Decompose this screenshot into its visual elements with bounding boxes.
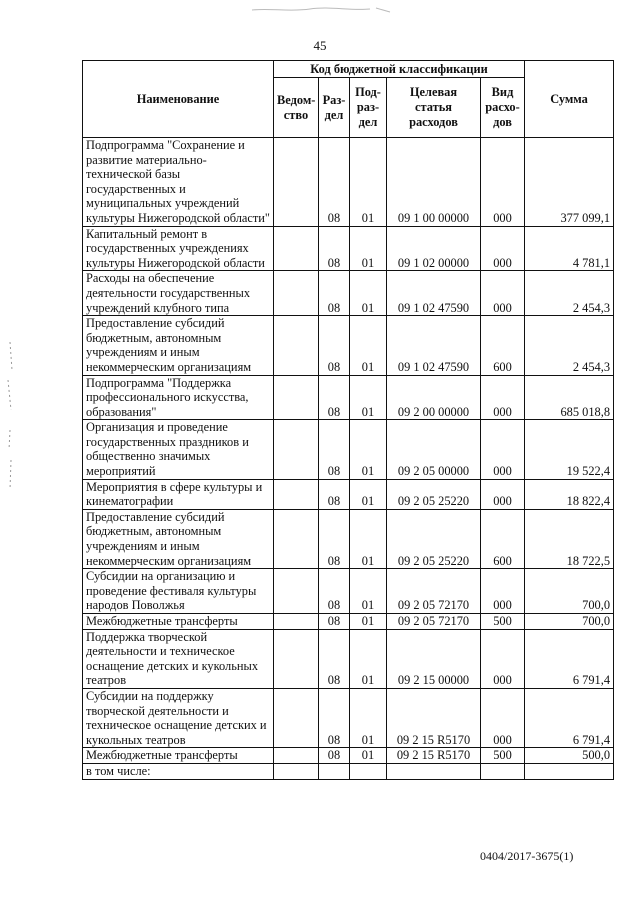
row-podrazdel	[350, 763, 387, 779]
row-razdel: 08	[319, 688, 350, 747]
row-name: Субсидии на организацию и проведение фестиваля культуры народов Поволжья	[83, 569, 274, 614]
row-expense-type: 000	[481, 375, 525, 420]
scan-artifact-mark	[250, 6, 400, 14]
row-target-article: 09 1 02 00000	[387, 226, 481, 271]
row-name: Организация и проведение государственных праздников и общественно значимых мероприятий	[83, 420, 274, 479]
row-podrazdel: 01	[350, 509, 387, 568]
table-row	[83, 763, 614, 779]
row-sum: 19 522,4	[525, 420, 614, 479]
row-expense-type: 000	[481, 479, 525, 509]
row-razdel: 08	[319, 226, 350, 271]
row-target-article: 09 2 05 25220	[387, 479, 481, 509]
row-sum: 6 791,4	[525, 629, 614, 688]
row-razdel: 08	[319, 316, 350, 375]
row-sum: 18 722,5	[525, 509, 614, 568]
row-expense-type: 000	[481, 688, 525, 747]
row-vedomstvo	[274, 316, 319, 375]
row-sum: 685 018,8	[525, 375, 614, 420]
header-sum: Сумма	[525, 61, 614, 138]
row-expense-type: 000	[481, 226, 525, 271]
row-vedomstvo	[274, 420, 319, 479]
table-row	[83, 614, 614, 630]
row-sum: 377 099,1	[525, 138, 614, 227]
header-vedomstvo: Ведом-ство	[274, 78, 319, 138]
row-podrazdel: 01	[350, 479, 387, 509]
row-razdel: 08	[319, 509, 350, 568]
row-vedomstvo	[274, 509, 319, 568]
row-razdel: 08	[319, 748, 350, 764]
row-vedomstvo	[274, 748, 319, 764]
row-name: Расходы на обеспечение деятельности государственных учреждений клубного типа	[83, 271, 274, 316]
row-target-article: 09 1 00 00000	[387, 138, 481, 227]
row-podrazdel: 01	[350, 569, 387, 614]
row-podrazdel: 01	[350, 226, 387, 271]
row-target-article: 09 2 15 R5170	[387, 688, 481, 747]
row-sum: 700,0	[525, 614, 614, 630]
row-expense-type: 000	[481, 420, 525, 479]
header-podrazdel: Под-раз-дел	[350, 78, 387, 138]
row-razdel: 08	[319, 629, 350, 688]
scan-edge-marks	[2, 340, 18, 500]
row-name: Мероприятия в сфере культуры и кинематографии	[83, 479, 274, 509]
row-razdel: 08	[319, 271, 350, 316]
row-vedomstvo	[274, 629, 319, 688]
header-expense-type: Вид расхо-дов	[481, 78, 525, 138]
row-vedomstvo	[274, 569, 319, 614]
row-expense-type: 600	[481, 509, 525, 568]
row-vedomstvo	[274, 138, 319, 227]
row-razdel: 08	[319, 614, 350, 630]
row-expense-type: 000	[481, 629, 525, 688]
row-target-article: 09 2 05 00000	[387, 420, 481, 479]
document-code: 0404/2017-3675(1)	[480, 849, 574, 863]
table-row	[83, 748, 614, 764]
row-razdel: 08	[319, 569, 350, 614]
header-razdel: Раз-дел	[319, 78, 350, 138]
row-expense-type: 000	[481, 271, 525, 316]
row-podrazdel: 01	[350, 614, 387, 630]
row-podrazdel: 01	[350, 271, 387, 316]
row-razdel: 08	[319, 479, 350, 509]
row-vedomstvo	[274, 614, 319, 630]
header-budget-code-group: Код бюджетной классификации	[274, 61, 525, 78]
row-sum: 2 454,3	[525, 316, 614, 375]
row-target-article: 09 2 15 R5170	[387, 748, 481, 764]
row-podrazdel: 01	[350, 688, 387, 747]
table-row	[83, 629, 614, 688]
row-name: Предоставление субсидий бюджетным, автономным учреждениям и иным некоммерческим организациям	[83, 509, 274, 568]
row-target-article: 09 2 05 72170	[387, 569, 481, 614]
row-razdel: 08	[319, 375, 350, 420]
row-expense-type: 600	[481, 316, 525, 375]
row-target-article	[387, 763, 481, 779]
table-row	[83, 226, 614, 271]
row-podrazdel: 01	[350, 316, 387, 375]
row-expense-type: 000	[481, 138, 525, 227]
row-name: Подпрограмма "Сохранение и развитие материально-технической базы государственных и муниципальных учреждений культуры Нижегородской области"	[83, 138, 274, 227]
page-number: 45	[313, 38, 327, 53]
row-expense-type: 500	[481, 748, 525, 764]
row-vedomstvo	[274, 226, 319, 271]
row-target-article: 09 2 15 00000	[387, 629, 481, 688]
row-razdel: 08	[319, 138, 350, 227]
table-row	[83, 479, 614, 509]
table-row	[83, 375, 614, 420]
table-row	[83, 420, 614, 479]
row-name: Подпрограмма "Поддержка профессионального искусства, образования"	[83, 375, 274, 420]
row-podrazdel: 01	[350, 420, 387, 479]
row-sum	[525, 763, 614, 779]
row-name: Субсидии на поддержку творческой деятельности и техническое оснащение детских и кукольных театров	[83, 688, 274, 747]
header-name: Наименование	[83, 61, 274, 138]
row-razdel: 08	[319, 420, 350, 479]
budget-table	[82, 60, 614, 780]
row-podrazdel: 01	[350, 138, 387, 227]
row-sum: 2 454,3	[525, 271, 614, 316]
header-target-article: Целевая статья расходов	[387, 78, 481, 138]
row-name: Межбюджетные трансферты	[83, 748, 274, 764]
table-row	[83, 138, 614, 227]
row-vedomstvo	[274, 763, 319, 779]
row-name: Поддержка творческой деятельности и техническое оснащение детских и кукольных театров	[83, 629, 274, 688]
row-name: Предоставление субсидий бюджетным, автономным учреждениям и иным некоммерческим организациям	[83, 316, 274, 375]
row-target-article: 09 1 02 47590	[387, 316, 481, 375]
row-podrazdel: 01	[350, 748, 387, 764]
row-sum: 4 781,1	[525, 226, 614, 271]
row-podrazdel: 01	[350, 629, 387, 688]
row-name: в том числе:	[83, 763, 274, 779]
row-expense-type	[481, 763, 525, 779]
row-vedomstvo	[274, 688, 319, 747]
row-target-article: 09 1 02 47590	[387, 271, 481, 316]
row-target-article: 09 2 05 25220	[387, 509, 481, 568]
row-name: Капитальный ремонт в государственных учреждениях культуры Нижегородской области	[83, 226, 274, 271]
row-name: Межбюджетные трансферты	[83, 614, 274, 630]
table-row	[83, 509, 614, 568]
row-sum: 500,0	[525, 748, 614, 764]
row-target-article: 09 2 05 72170	[387, 614, 481, 630]
row-vedomstvo	[274, 271, 319, 316]
row-sum: 6 791,4	[525, 688, 614, 747]
table-row	[83, 271, 614, 316]
row-sum: 18 822,4	[525, 479, 614, 509]
row-sum: 700,0	[525, 569, 614, 614]
row-target-article: 09 2 00 00000	[387, 375, 481, 420]
table-row	[83, 688, 614, 747]
row-expense-type: 500	[481, 614, 525, 630]
row-vedomstvo	[274, 479, 319, 509]
table-row	[83, 316, 614, 375]
table-row	[83, 569, 614, 614]
row-vedomstvo	[274, 375, 319, 420]
row-razdel	[319, 763, 350, 779]
row-podrazdel: 01	[350, 375, 387, 420]
row-expense-type: 000	[481, 569, 525, 614]
